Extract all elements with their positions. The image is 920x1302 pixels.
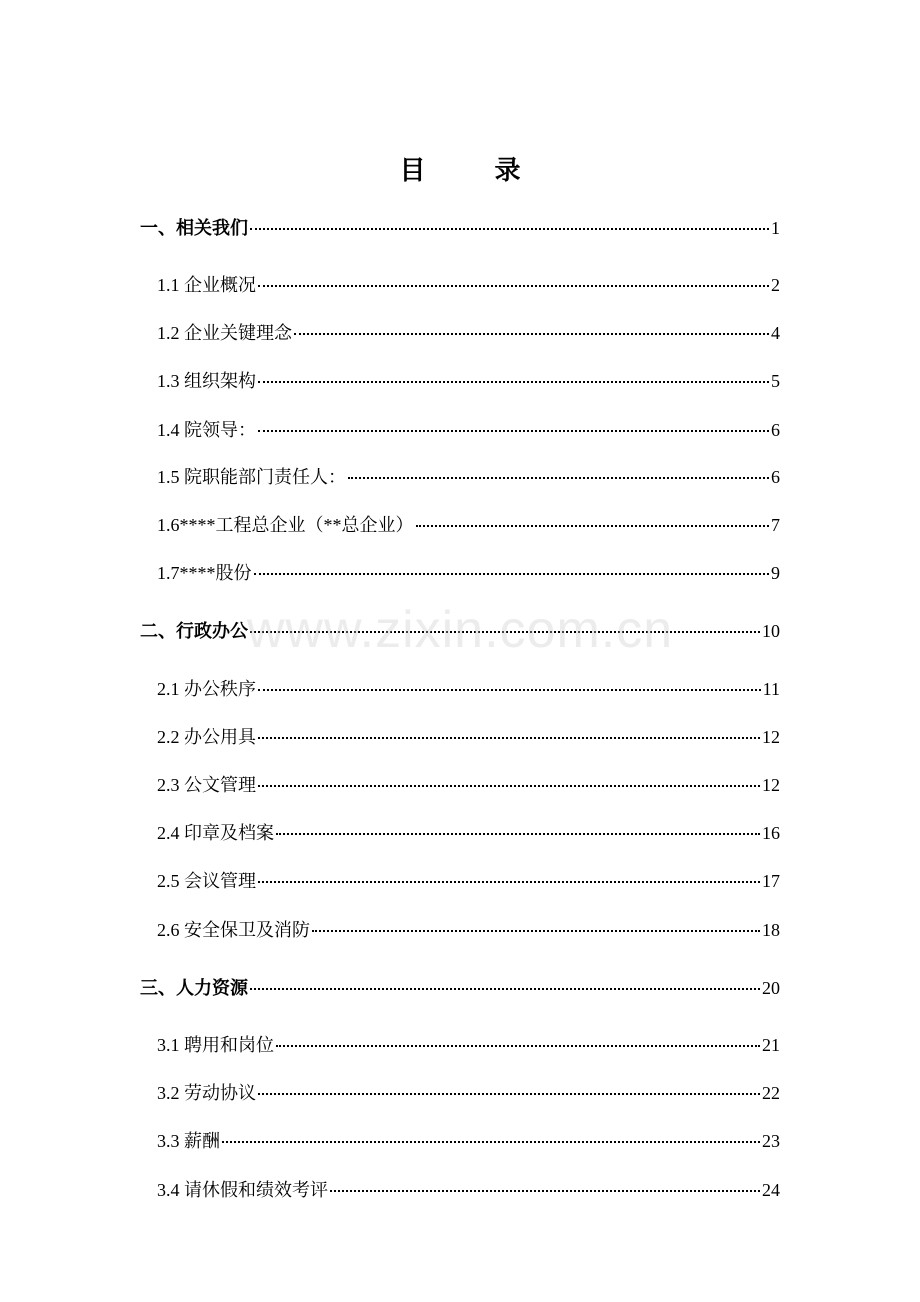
toc-entry-page: 7 <box>771 515 780 535</box>
toc-entry-page: 17 <box>762 871 780 891</box>
toc-entry-1-3[interactable] <box>157 367 780 395</box>
toc-entry-page: 9 <box>771 563 780 583</box>
dot-leader <box>258 881 760 883</box>
toc-entry-label: 3.1 聘用和岗位 <box>157 1035 274 1055</box>
toc-entry-label: 1.6****工程总企业（**总企业） <box>157 515 414 535</box>
toc-entry-label: 2.6 安全保卫及消防 <box>157 920 310 940</box>
toc-entry-page: 11 <box>762 679 780 699</box>
toc-entry-page: 2 <box>771 275 780 295</box>
toc-entry-label: 2.3 公文管理 <box>157 775 256 795</box>
toc-entry-label: 2.4 印章及档案 <box>157 823 274 843</box>
toc-entry-label: 3.2 劳动协议 <box>157 1083 256 1103</box>
toc-entry-2[interactable] <box>140 617 780 645</box>
toc-entry-1[interactable] <box>140 214 780 242</box>
toc-entry-label: 2.5 会议管理 <box>157 871 256 891</box>
toc-entry-label: 1.2 企业关键理念 <box>157 323 292 343</box>
toc-entry-1-2[interactable] <box>157 319 780 347</box>
dot-leader <box>276 833 760 835</box>
toc-entry-label: 2.1 办公秩序 <box>157 679 256 699</box>
toc-entry-page: 4 <box>771 323 780 343</box>
dot-leader <box>222 1141 760 1143</box>
toc-entry-1-5[interactable] <box>157 463 780 491</box>
toc-entry-2-1[interactable] <box>157 675 780 703</box>
dot-leader <box>250 631 760 633</box>
toc-entry-page: 16 <box>762 823 780 843</box>
toc-entry-page: 6 <box>771 420 780 440</box>
dot-leader <box>294 333 769 335</box>
toc-entry-label: 3.4 请休假和绩效考评 <box>157 1180 328 1200</box>
toc-entry-label: 2.2 办公用具 <box>157 727 256 747</box>
toc-entry-2-5[interactable] <box>157 867 780 895</box>
dot-leader <box>258 381 769 383</box>
toc-entry-label: 1.5 院职能部门责任人： <box>157 467 346 487</box>
toc-entry-page: 5 <box>771 371 780 391</box>
dot-leader <box>250 228 769 230</box>
dot-leader <box>330 1190 760 1192</box>
dot-leader <box>312 930 760 932</box>
dot-leader <box>258 285 769 287</box>
toc-entry-page: 10 <box>762 621 780 641</box>
toc-entry-label: 1.4 院领导： <box>157 420 256 440</box>
toc-entry-page: 12 <box>762 775 780 795</box>
toc-entry-label: 三、人力资源 <box>140 978 248 999</box>
dot-leader <box>416 525 770 527</box>
toc-entry-page: 1 <box>771 218 780 238</box>
toc-entry-1-1[interactable] <box>157 271 780 299</box>
toc-entry-2-3[interactable] <box>157 771 780 799</box>
toc-entry-page: 18 <box>762 920 780 940</box>
toc-entry-label: 1.1 企业概况 <box>157 275 256 295</box>
toc-entry-3-4[interactable] <box>157 1176 780 1204</box>
toc-entry-label: 1.7****股份 <box>157 563 252 583</box>
dot-leader <box>250 988 760 990</box>
toc-entry-1-7[interactable] <box>157 559 780 587</box>
dot-leader <box>258 430 769 432</box>
toc-entry-page: 21 <box>762 1035 780 1055</box>
toc-entry-page: 20 <box>762 978 780 998</box>
toc-entry-1-6[interactable] <box>157 511 780 539</box>
toc-entry-2-2[interactable] <box>157 723 780 751</box>
dot-leader <box>258 689 761 691</box>
toc-title: 目 录 <box>399 156 551 186</box>
toc-entry-page: 22 <box>762 1083 780 1103</box>
toc-entry-3-2[interactable] <box>157 1079 780 1107</box>
toc-entry-3-1[interactable] <box>157 1031 780 1059</box>
toc-entry-label: 二、行政办公 <box>140 621 248 642</box>
toc-entry-3-3[interactable] <box>157 1127 780 1155</box>
dot-leader <box>276 1045 760 1047</box>
toc-entry-label: 1.3 组织架构 <box>157 371 256 391</box>
dot-leader <box>258 1093 760 1095</box>
toc-entry-page: 23 <box>762 1131 780 1151</box>
toc-entry-1-4[interactable] <box>157 416 780 444</box>
toc-entry-label: 一、相关我们 <box>140 218 248 239</box>
toc-entry-2-6[interactable] <box>157 916 780 944</box>
dot-leader <box>254 573 770 575</box>
toc-entry-page: 24 <box>762 1180 780 1200</box>
dot-leader <box>258 785 760 787</box>
toc-entry-page: 6 <box>771 467 780 487</box>
toc-entry-3[interactable] <box>140 974 780 1002</box>
dot-leader <box>258 737 760 739</box>
toc-entry-label: 3.3 薪酬 <box>157 1131 220 1151</box>
toc-entry-page: 12 <box>762 727 780 747</box>
toc-entry-2-4[interactable] <box>157 819 780 847</box>
dot-leader <box>348 477 769 479</box>
watermark-text: www.zixin.com.cn <box>246 601 674 659</box>
